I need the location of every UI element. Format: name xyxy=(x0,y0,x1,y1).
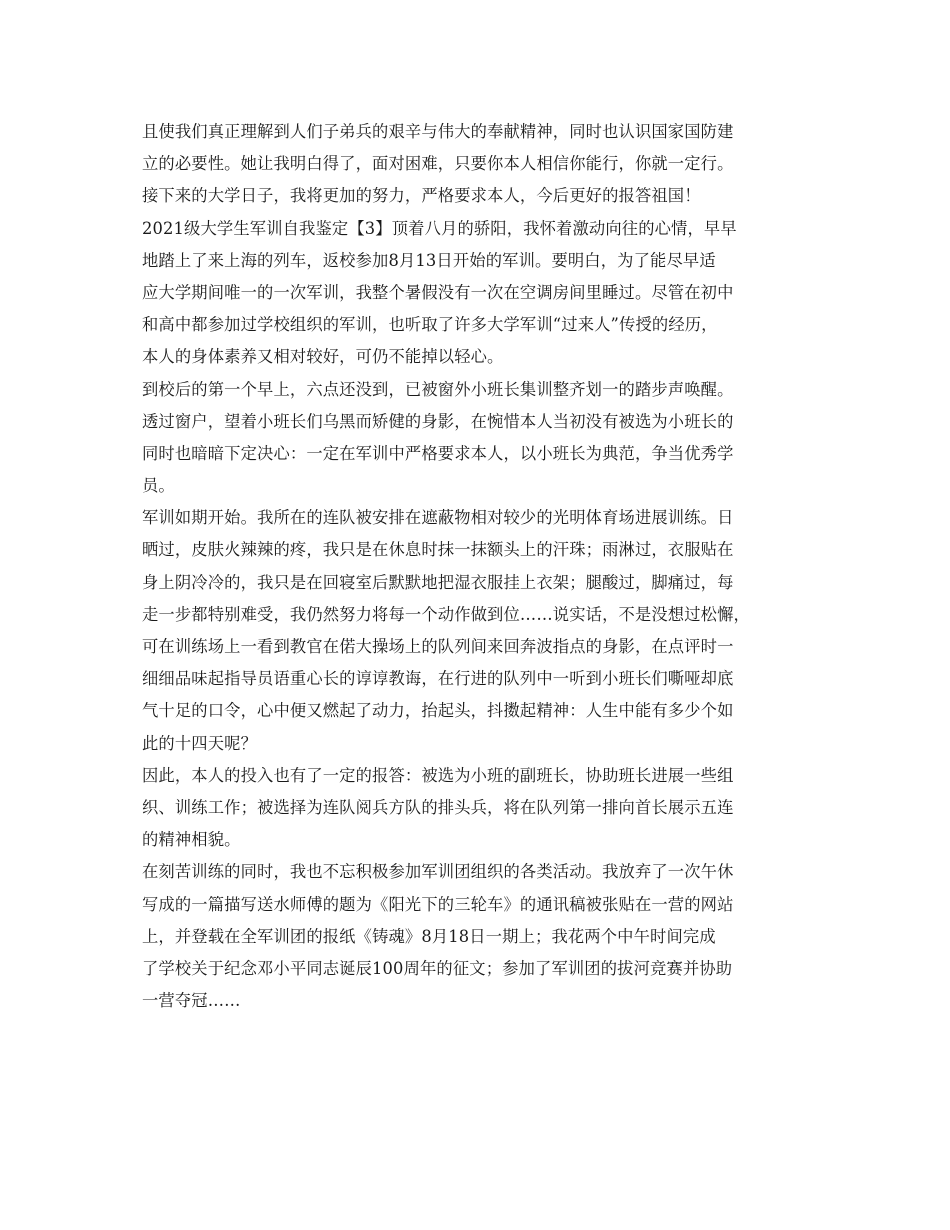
text-line: 立的必要性。她让我明白得了，面对困难，只要你本人相信你能行，你就一定行。 xyxy=(142,154,734,174)
text-line: 本人的身体素养又相对较好，可仍不能掉以轻心。 xyxy=(142,347,504,367)
text-line: 的精神相貌。 xyxy=(142,830,241,850)
text-line: 气十足的口令，心中便又燃起了动力，抬起头，抖擞起精神：人生中能有多少个如 xyxy=(142,701,734,721)
text-line: 身上阴冷冷的，我只是在回寝室后默默地把湿衣服挂上衣架；腿酸过，脚痛过，每 xyxy=(142,572,734,592)
text-line: 因此，本人的投入也有了一定的报答：被选为小班的副班长，协助班长进展一些组 xyxy=(142,765,734,785)
text-line: 织、训练工作；被选择为连队阅兵方队的排头兵，将在队列第一排向首长展示五连 xyxy=(142,797,734,817)
text-line: 和高中都参加过学校组织的军训，也听取了许多大学军训“过来人”传授的经历， xyxy=(142,315,718,335)
text-line: 军训如期开始。我所在的连队被安排在遮蔽物相对较少的光明体育场进展训练。日 xyxy=(142,508,734,528)
text-line: 走一步都特别难受，我仍然努力将每一个动作做到位……说实话，不是没想过松懈， xyxy=(142,604,750,624)
text-line: 可在训练场上一看到教官在偌大操场上的队列间来回奔波指点的身影，在点评时一 xyxy=(142,637,734,656)
text-line: 细细品味起指导员语重心长的谆谆教诲，在行进的队列中一听到小班长们嘶哑却底 xyxy=(142,669,734,689)
text-line: 透过窗户，望着小班长们乌黑而矫健的身影，在惋惜本人当初没有被选为小班长的 xyxy=(142,411,734,431)
text-line: 此的十四天呢？ xyxy=(142,733,258,753)
text-line: 在刻苦训练的同时，我也不忘积极参加军训团组织的各类活动。我放弃了一次午休 xyxy=(142,862,734,882)
text-line: 到校后的第一个早上，六点还没到，已被窗外小班长集训整齐划一的踏步声唤醒。 xyxy=(142,379,734,399)
text-line: 晒过，皮肤火辣辣的疼，我只是在休息时抹一抹额头上的汗珠；雨淋过，衣服贴在 xyxy=(142,540,734,560)
text-line: 且使我们真正理解到人们子弟兵的艰辛与伟大的奉献精神，同时也认识国家国防建 xyxy=(142,122,734,141)
text-line: 地踏上了来上海的列车，返校参加8月13日开始的军训。要明白，为了能尽早适 xyxy=(142,250,716,270)
text-line: 同时也暗暗下定决心：一定在军训中严格要求本人，以小班长为典范，争当优秀学 xyxy=(142,443,734,463)
text-line: 上，并登载在全军训团的报纸《铸魂》8月18日一期上；我花两个中午时间完成 xyxy=(142,926,716,946)
text-line: 了学校关于纪念邓小平同志诞辰100周年的征文；参加了军训团的拔河竞赛并协助 xyxy=(142,958,733,978)
text-line: 员。 xyxy=(142,476,175,496)
document-body xyxy=(142,116,832,1017)
text-line: 接下来的大学日子，我将更加的努力，严格要求本人，今后更好的报答祖国！ xyxy=(142,186,701,206)
text-line: 写成的一篇描写送水师傅的题为《阳光下的三轮车》的通讯稿被张贴在一营的网站 xyxy=(142,894,734,914)
text-line: 2021级大学生军训自我鉴定【3】顶着八月的骄阳，我怀着激动向往的心情，早早 xyxy=(142,218,737,238)
text-line: 一营夺冠…… xyxy=(142,991,241,1011)
text-line: 应大学期间唯一的一次军训，我整个暑假没有一次在空调房间里睡过。尽管在初中 xyxy=(142,282,734,302)
